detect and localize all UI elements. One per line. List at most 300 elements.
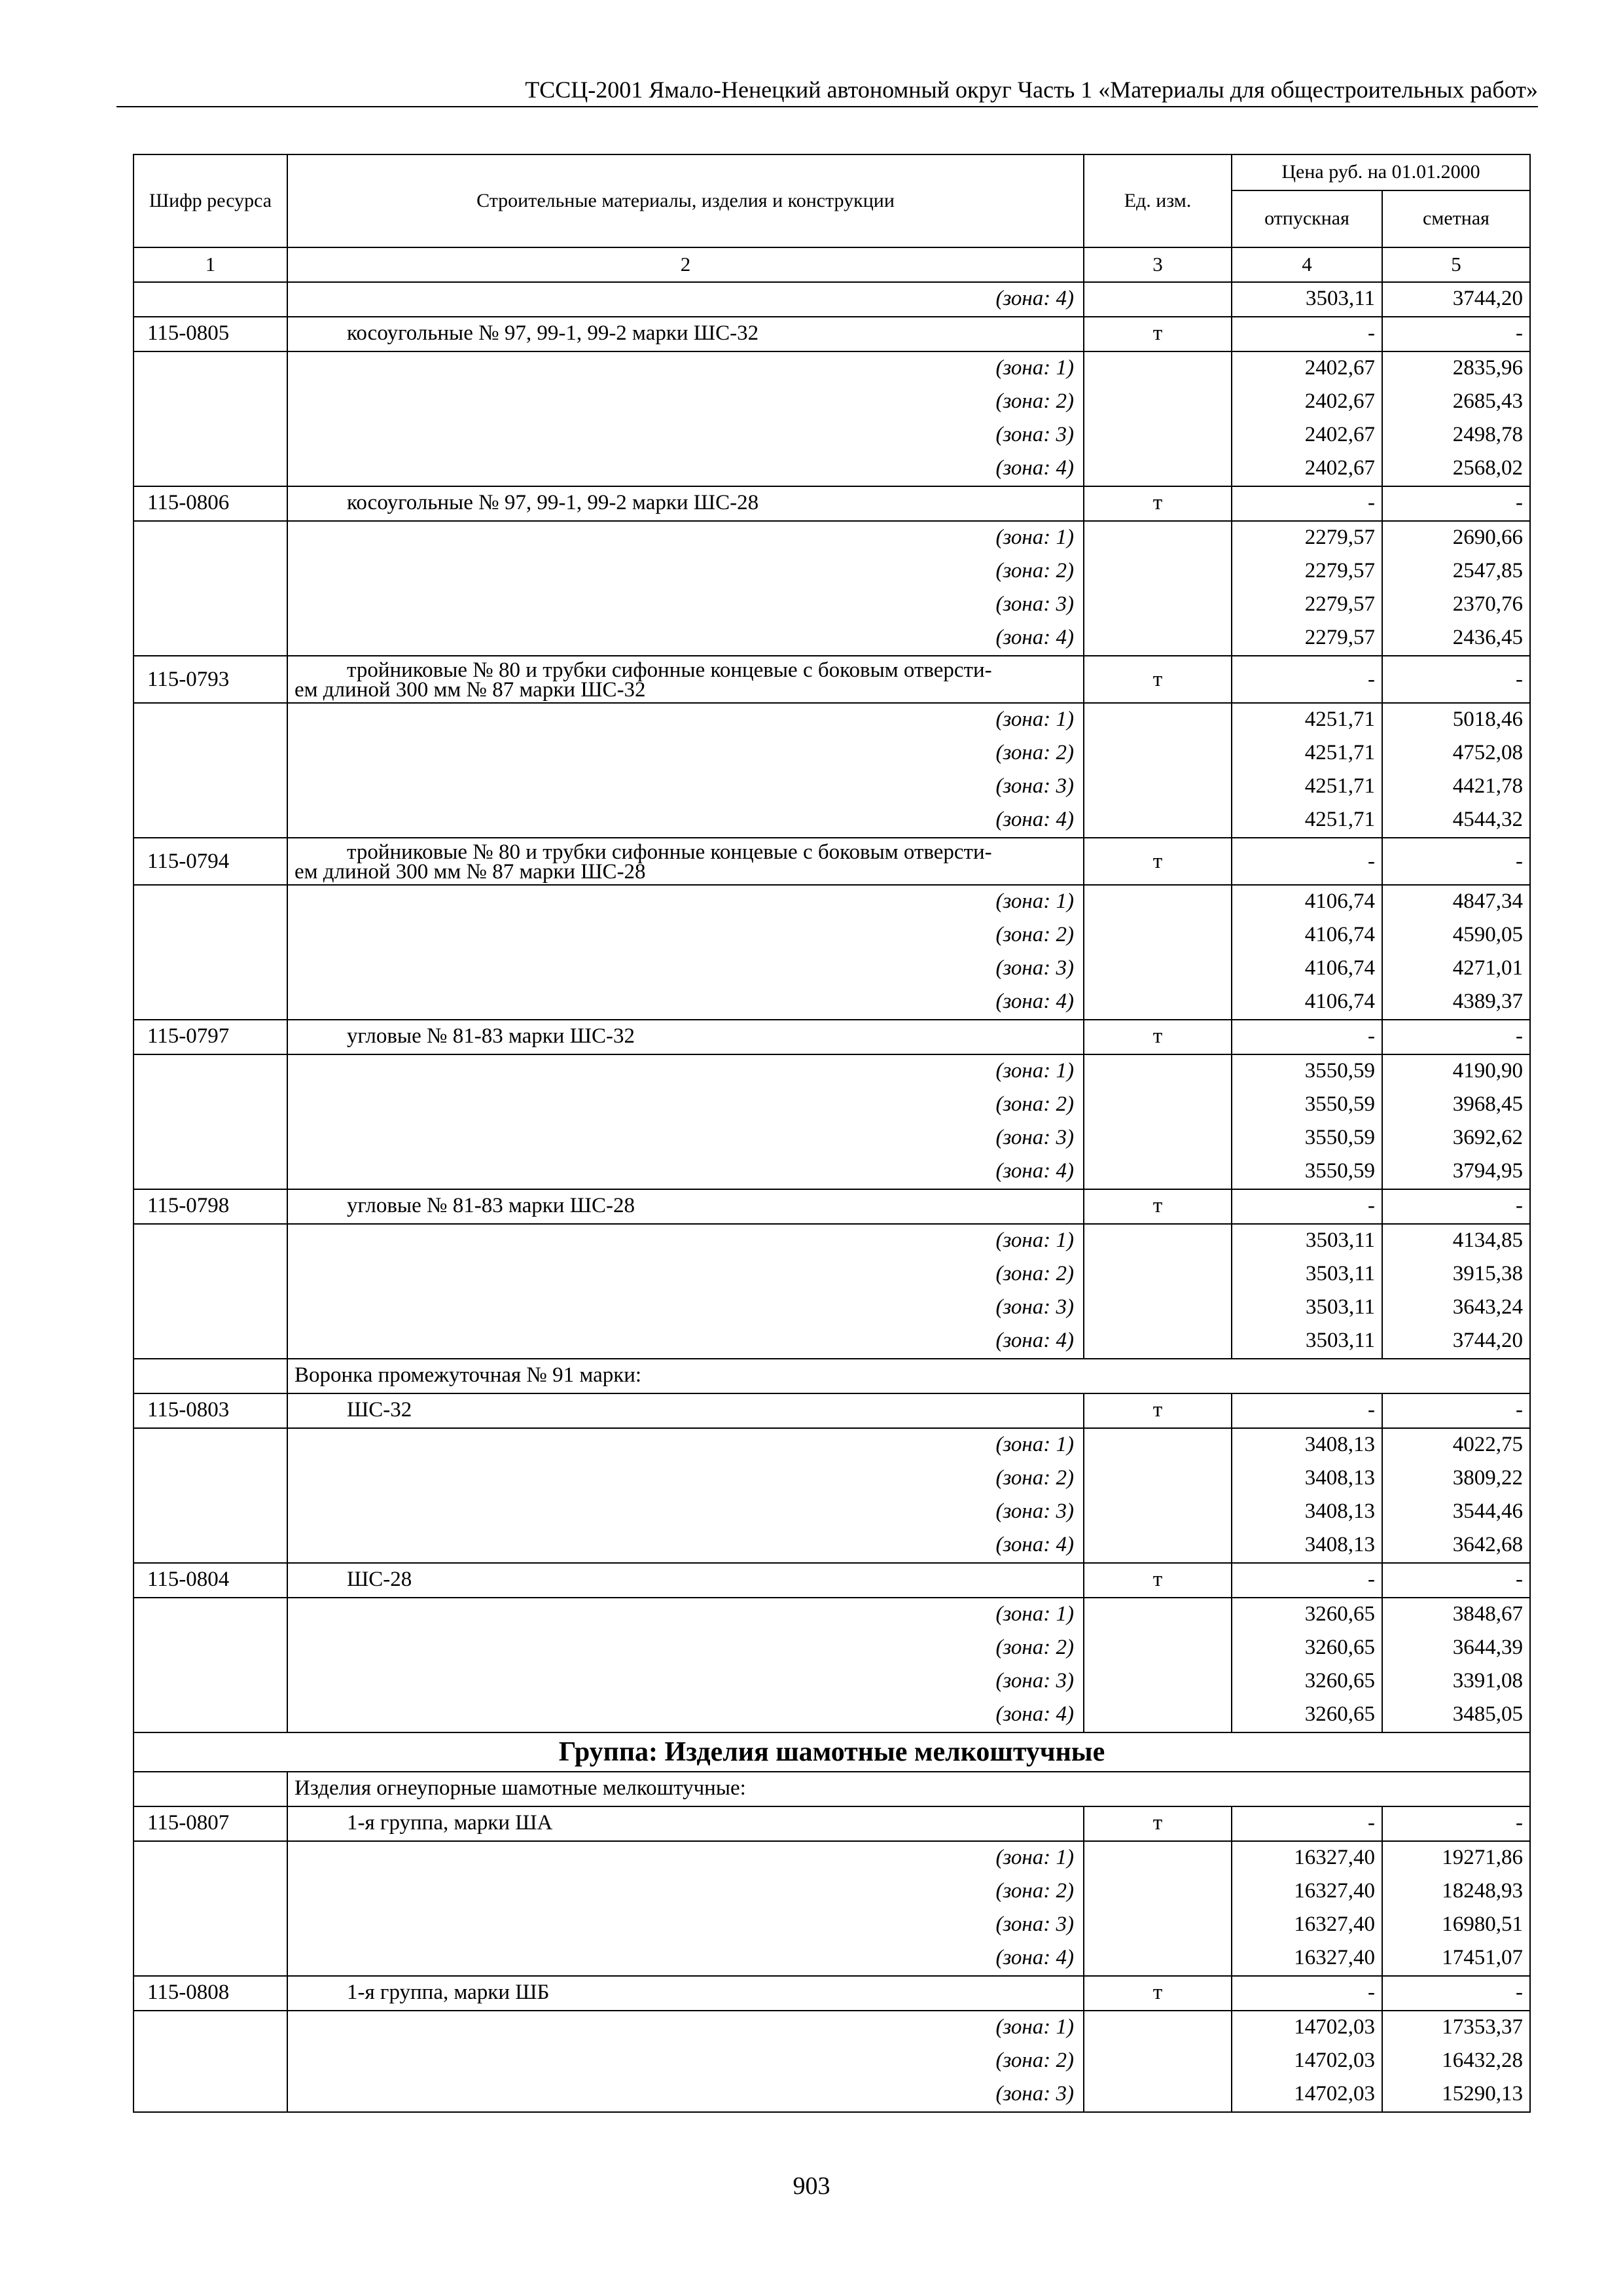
header-name: Строительные материалы, изделия и конструкции (287, 154, 1084, 247)
column-number: 3 (1084, 247, 1232, 282)
zone-price-row (134, 1224, 1530, 1258)
estimate-price: - (1382, 1393, 1530, 1428)
unit-cell (1084, 737, 1232, 770)
resource-code (134, 1496, 287, 1529)
zone-label: (зона: 2) (287, 1875, 1084, 1909)
release-price: 4251,71 (1232, 804, 1382, 838)
estimate-price: 3643,24 (1382, 1291, 1530, 1325)
unit-cell (1084, 521, 1232, 555)
header-price-release: отпускная (1232, 190, 1382, 247)
column-number: 1 (134, 247, 287, 282)
zone-price-row (134, 386, 1530, 419)
zone-price-row (134, 1428, 1530, 1462)
zone-label: (зона: 2) (287, 2045, 1084, 2078)
release-price: 16327,40 (1232, 1909, 1382, 1942)
resource-row (134, 1020, 1530, 1054)
release-price: 3260,65 (1232, 1598, 1382, 1632)
subheading-text: Изделия огнеупорные шамотные мелкоштучные: (287, 1772, 1530, 1806)
release-price: 3260,65 (1232, 1698, 1382, 1732)
unit-cell (1084, 1665, 1232, 1698)
unit-cell: т (1084, 1563, 1232, 1598)
estimate-price: 17353,37 (1382, 2011, 1530, 2045)
subheading-row (134, 1772, 1530, 1806)
unit-cell (1084, 1258, 1232, 1291)
unit-cell (1084, 1875, 1232, 1909)
estimate-price: - (1382, 317, 1530, 351)
resource-code (134, 351, 287, 386)
zone-price-row (134, 1942, 1530, 1976)
resource-code: 115-0806 (134, 486, 287, 521)
zone-label: (зона: 3) (287, 770, 1084, 804)
zone-price-row (134, 1909, 1530, 1942)
resource-code: 115-0797 (134, 1020, 287, 1054)
unit-cell (1084, 1909, 1232, 1942)
estimate-price: 4271,01 (1382, 952, 1530, 986)
resource-code (134, 770, 287, 804)
estimate-price: 4421,78 (1382, 770, 1530, 804)
resource-row (134, 1806, 1530, 1841)
release-price: 14702,03 (1232, 2078, 1382, 2112)
estimate-price: 3915,38 (1382, 1258, 1530, 1291)
column-number: 4 (1232, 247, 1382, 282)
resource-name: 1-я группа, марки ШБ (287, 1976, 1084, 2011)
zone-label: (зона: 3) (287, 1665, 1084, 1698)
estimate-price: 15290,13 (1382, 2078, 1530, 2112)
resource-row (134, 1563, 1530, 1598)
estimate-price: 3644,39 (1382, 1632, 1530, 1665)
resource-name: косоугольные № 97, 99-1, 99-2 марки ШС-32 (287, 317, 1084, 351)
unit-cell: т (1084, 317, 1232, 351)
resource-code: 115-0808 (134, 1976, 287, 2011)
unit-cell (1084, 885, 1232, 919)
release-price: 3503,11 (1232, 1258, 1382, 1291)
release-price: 2279,57 (1232, 588, 1382, 622)
zone-price-row (134, 2011, 1530, 2045)
resource-code (134, 737, 287, 770)
release-price: 16327,40 (1232, 1875, 1382, 1909)
resource-code: 115-0807 (134, 1806, 287, 1841)
release-price: 3503,11 (1232, 1224, 1382, 1258)
release-price: 4106,74 (1232, 952, 1382, 986)
zone-label: (зона: 4) (287, 1698, 1084, 1732)
release-price: 3550,59 (1232, 1122, 1382, 1155)
release-price: 2402,67 (1232, 419, 1382, 452)
column-number: 5 (1382, 247, 1530, 282)
estimate-price: 2568,02 (1382, 452, 1530, 486)
zone-label: (зона: 1) (287, 2011, 1084, 2045)
release-price: - (1232, 1976, 1382, 2011)
unit-cell (1084, 804, 1232, 838)
unit-cell (1084, 1462, 1232, 1496)
release-price: 3408,13 (1232, 1428, 1382, 1462)
resource-code (134, 952, 287, 986)
resource-row (134, 1393, 1530, 1428)
zone-label: (зона: 1) (287, 1428, 1084, 1462)
zone-label: (зона: 4) (287, 1325, 1084, 1359)
resource-code (134, 2045, 287, 2078)
resource-code (134, 1155, 287, 1189)
unit-cell (1084, 1632, 1232, 1665)
unit-cell (1084, 351, 1232, 386)
zone-label: (зона: 2) (287, 555, 1084, 588)
resource-code (134, 1875, 287, 1909)
zone-label: (зона: 4) (287, 282, 1084, 317)
unit-cell (1084, 1224, 1232, 1258)
resource-code (134, 1598, 287, 1632)
resource-code: 115-0803 (134, 1393, 287, 1428)
estimate-price: 3848,67 (1382, 1598, 1530, 1632)
resource-code (134, 1462, 287, 1496)
unit-cell (1084, 1841, 1232, 1875)
zone-price-row (134, 1875, 1530, 1909)
estimate-price: 4134,85 (1382, 1224, 1530, 1258)
table-header (134, 154, 1530, 282)
release-price: 3503,11 (1232, 282, 1382, 317)
resource-code (134, 885, 287, 919)
estimate-price: 19271,86 (1382, 1841, 1530, 1875)
zone-price-row (134, 1698, 1530, 1732)
release-price: 2279,57 (1232, 622, 1382, 656)
release-price: - (1232, 317, 1382, 351)
zone-price-row (134, 1496, 1530, 1529)
resource-name: угловые № 81-83 марки ШС-32 (287, 1020, 1084, 1054)
unit-cell: т (1084, 1976, 1232, 2011)
zone-label: (зона: 2) (287, 919, 1084, 952)
release-price: 3408,13 (1232, 1462, 1382, 1496)
subheading-row (134, 1359, 1530, 1393)
resource-name-line: ем длиной 300 мм № 87 марки ШС-32 (294, 678, 646, 702)
resource-code (134, 555, 287, 588)
zone-label: (зона: 1) (287, 1224, 1084, 1258)
resource-name: 1-я группа, марки ША (287, 1806, 1084, 1841)
unit-cell (1084, 1291, 1232, 1325)
zone-label: (зона: 4) (287, 1529, 1084, 1563)
unit-cell: т (1084, 1020, 1232, 1054)
unit-cell: т (1084, 486, 1232, 521)
unit-cell (1084, 1088, 1232, 1122)
release-price: 2402,67 (1232, 351, 1382, 386)
release-price: 14702,03 (1232, 2011, 1382, 2045)
estimate-price: - (1382, 1563, 1530, 1598)
zone-price-row (134, 986, 1530, 1020)
release-price: 4251,71 (1232, 770, 1382, 804)
release-price: 3503,11 (1232, 1291, 1382, 1325)
zone-label: (зона: 4) (287, 452, 1084, 486)
zone-label: (зона: 2) (287, 737, 1084, 770)
unit-cell (1084, 1428, 1232, 1462)
estimate-price: 2690,66 (1382, 521, 1530, 555)
estimate-price: 3794,95 (1382, 1155, 1530, 1189)
estimate-price: - (1382, 1806, 1530, 1841)
zone-price-row (134, 351, 1530, 386)
zone-price-row (134, 1122, 1530, 1155)
release-price: 2402,67 (1232, 452, 1382, 486)
zone-price-row (134, 1529, 1530, 1563)
estimate-price: 3744,20 (1382, 1325, 1530, 1359)
unit-cell (1084, 622, 1232, 656)
resource-code (134, 282, 287, 317)
resource-code (134, 622, 287, 656)
estimate-price: 2436,45 (1382, 622, 1530, 656)
release-price: - (1232, 1020, 1382, 1054)
resource-name: ШС-28 (287, 1563, 1084, 1598)
zone-price-row (134, 1325, 1530, 1359)
column-number: 2 (287, 247, 1084, 282)
zone-price-row (134, 555, 1530, 588)
estimate-price: - (1382, 486, 1530, 521)
resource-code (134, 1122, 287, 1155)
resource-row (134, 486, 1530, 521)
resource-name-line: тройниковые № 80 и трубки сифонные концевые с боковым отверсти- (347, 658, 992, 682)
zone-price-row (134, 952, 1530, 986)
unit-cell (1084, 952, 1232, 986)
table-body (134, 282, 1530, 2112)
resource-code (134, 1291, 287, 1325)
estimate-price: 2547,85 (1382, 555, 1530, 588)
release-price: - (1232, 1806, 1382, 1841)
estimate-price: 3544,46 (1382, 1496, 1530, 1529)
unit-cell (1084, 588, 1232, 622)
resource-code (134, 1909, 287, 1942)
resource-code (134, 986, 287, 1020)
release-price: 4106,74 (1232, 986, 1382, 1020)
zone-label: (зона: 3) (287, 1122, 1084, 1155)
unit-cell (1084, 986, 1232, 1020)
resource-code: 115-0798 (134, 1189, 287, 1224)
resource-code: 115-0793 (134, 656, 287, 703)
unit-cell (1084, 1054, 1232, 1088)
zone-label: (зона: 1) (287, 1841, 1084, 1875)
subheading-code (134, 1772, 287, 1806)
zone-price-row (134, 1598, 1530, 1632)
unit-cell (1084, 452, 1232, 486)
estimate-price: 2370,76 (1382, 588, 1530, 622)
zone-label: (зона: 2) (287, 1632, 1084, 1665)
zone-price-row (134, 1665, 1530, 1698)
estimate-price: 4752,08 (1382, 737, 1530, 770)
resource-row (134, 1189, 1530, 1224)
zone-price-row (134, 1155, 1530, 1189)
unit-cell (1084, 1529, 1232, 1563)
estimate-price: 4389,37 (1382, 986, 1530, 1020)
zone-label: (зона: 1) (287, 351, 1084, 386)
zone-label: (зона: 3) (287, 2078, 1084, 2112)
zone-label: (зона: 1) (287, 703, 1084, 737)
resource-code (134, 1054, 287, 1088)
zone-price-row (134, 452, 1530, 486)
unit-cell: т (1084, 1189, 1232, 1224)
zone-label: (зона: 3) (287, 952, 1084, 986)
release-price: 14702,03 (1232, 2045, 1382, 2078)
estimate-price: 3744,20 (1382, 282, 1530, 317)
resource-code (134, 452, 287, 486)
estimate-price: 2835,96 (1382, 351, 1530, 386)
resource-code (134, 1428, 287, 1462)
unit-cell (1084, 919, 1232, 952)
estimate-price: 3809,22 (1382, 1462, 1530, 1496)
resource-name (287, 656, 1084, 703)
subheading-code (134, 1359, 287, 1393)
resource-code: 115-0804 (134, 1563, 287, 1598)
unit-cell (1084, 555, 1232, 588)
zone-label: (зона: 2) (287, 386, 1084, 419)
resource-code (134, 386, 287, 419)
resource-code (134, 1632, 287, 1665)
estimate-price: 4847,34 (1382, 885, 1530, 919)
estimate-price: - (1382, 838, 1530, 885)
unit-cell (1084, 703, 1232, 737)
header-code: Шифр ресурса (134, 154, 287, 247)
unit-cell (1084, 1598, 1232, 1632)
zone-price-row (134, 1258, 1530, 1291)
unit-cell (1084, 1942, 1232, 1976)
release-price: 2279,57 (1232, 521, 1382, 555)
resource-name-line: ем длиной 300 мм № 87 марки ШС-28 (294, 860, 646, 884)
zone-price-row (134, 282, 1530, 317)
resource-code (134, 1258, 287, 1291)
release-price: 3550,59 (1232, 1088, 1382, 1122)
unit-cell: т (1084, 1393, 1232, 1428)
resource-code: 115-0805 (134, 317, 287, 351)
page-number: 903 (793, 2172, 830, 2200)
estimate-price: - (1382, 1976, 1530, 2011)
zone-label: (зона: 4) (287, 986, 1084, 1020)
zone-label: (зона: 3) (287, 1291, 1084, 1325)
unit-cell (1084, 282, 1232, 317)
zone-label: (зона: 3) (287, 419, 1084, 452)
unit-cell: т (1084, 656, 1232, 703)
release-price: 3408,13 (1232, 1496, 1382, 1529)
estimate-price: 3485,05 (1382, 1698, 1530, 1732)
group-header-row (134, 1732, 1530, 1772)
header-unit: Ед. изм. (1084, 154, 1232, 247)
zone-label: (зона: 1) (287, 521, 1084, 555)
resource-row (134, 1976, 1530, 2011)
estimate-price: 4544,32 (1382, 804, 1530, 838)
page-header: ТССЦ-2001 Ямало-Ненецкий автономный округ Часть 1 «Материалы для общестроительных работ» (116, 73, 1538, 107)
unit-cell (1084, 386, 1232, 419)
release-price: 3550,59 (1232, 1054, 1382, 1088)
zone-price-row (134, 1291, 1530, 1325)
zone-label: (зона: 4) (287, 1942, 1084, 1976)
zone-price-row (134, 419, 1530, 452)
zone-price-row (134, 622, 1530, 656)
resource-code (134, 419, 287, 452)
zone-price-row (134, 1632, 1530, 1665)
zone-price-row (134, 2045, 1530, 2078)
estimate-price: 3642,68 (1382, 1529, 1530, 1563)
zone-price-row (134, 1054, 1530, 1088)
resource-code (134, 1088, 287, 1122)
unit-cell (1084, 2045, 1232, 2078)
subheading-text: Воронка промежуточная № 91 марки: (287, 1359, 1530, 1393)
zone-price-row (134, 521, 1530, 555)
unit-cell (1084, 1122, 1232, 1155)
unit-cell: т (1084, 838, 1232, 885)
unit-cell (1084, 2078, 1232, 2112)
zone-price-row (134, 804, 1530, 838)
zone-price-row (134, 2078, 1530, 2112)
estimate-price: 2685,43 (1382, 386, 1530, 419)
release-price: 3260,65 (1232, 1665, 1382, 1698)
release-price: - (1232, 838, 1382, 885)
release-price: - (1232, 1189, 1382, 1224)
resource-code (134, 1942, 287, 1976)
resource-code (134, 1224, 287, 1258)
release-price: 3550,59 (1232, 1155, 1382, 1189)
zone-price-row (134, 885, 1530, 919)
resource-name-line: тройниковые № 80 и трубки сифонные концевые с боковым отверсти- (347, 840, 992, 864)
zone-price-row (134, 703, 1530, 737)
zone-price-row (134, 588, 1530, 622)
zone-label: (зона: 2) (287, 1462, 1084, 1496)
release-price: 4106,74 (1232, 885, 1382, 919)
zone-price-row (134, 770, 1530, 804)
header-price-group: Цена руб. на 01.01.2000 (1232, 154, 1530, 190)
zone-label: (зона: 1) (287, 1598, 1084, 1632)
release-price: - (1232, 1393, 1382, 1428)
zone-label: (зона: 3) (287, 1909, 1084, 1942)
zone-label: (зона: 3) (287, 1496, 1084, 1529)
resource-code (134, 919, 287, 952)
header-price-estimate: сметная (1382, 190, 1530, 247)
resource-code (134, 1325, 287, 1359)
resource-code (134, 703, 287, 737)
release-price: 3260,65 (1232, 1632, 1382, 1665)
resource-name: угловые № 81-83 марки ШС-28 (287, 1189, 1084, 1224)
estimate-price: - (1382, 1020, 1530, 1054)
estimate-price: - (1382, 1189, 1530, 1224)
release-price: 16327,40 (1232, 1942, 1382, 1976)
release-price: 2402,67 (1232, 386, 1382, 419)
zone-price-row (134, 1841, 1530, 1875)
resource-row (134, 656, 1530, 703)
group-title: Группа: Изделия шамотные мелкоштучные (134, 1732, 1530, 1772)
unit-cell (1084, 1325, 1232, 1359)
estimate-price: 4190,90 (1382, 1054, 1530, 1088)
unit-cell (1084, 1155, 1232, 1189)
estimate-price: 3692,62 (1382, 1122, 1530, 1155)
estimate-price: 18248,93 (1382, 1875, 1530, 1909)
unit-cell (1084, 770, 1232, 804)
resource-row (134, 838, 1530, 885)
resource-row (134, 317, 1530, 351)
release-price: 4251,71 (1232, 737, 1382, 770)
resource-code (134, 1698, 287, 1732)
zone-label: (зона: 1) (287, 885, 1084, 919)
release-price: - (1232, 656, 1382, 703)
resource-code (134, 1841, 287, 1875)
release-price: 4106,74 (1232, 919, 1382, 952)
resource-name: косоугольные № 97, 99-1, 99-2 марки ШС-28 (287, 486, 1084, 521)
zone-price-row (134, 737, 1530, 770)
release-price: 3503,11 (1232, 1325, 1382, 1359)
zone-label: (зона: 4) (287, 804, 1084, 838)
release-price: - (1232, 486, 1382, 521)
unit-cell (1084, 1496, 1232, 1529)
estimate-price: 4022,75 (1382, 1428, 1530, 1462)
estimate-price: 2498,78 (1382, 419, 1530, 452)
zone-price-row (134, 1462, 1530, 1496)
estimate-price: 3391,08 (1382, 1665, 1530, 1698)
resource-code (134, 804, 287, 838)
resource-code (134, 2078, 287, 2112)
unit-cell (1084, 1698, 1232, 1732)
estimate-price: - (1382, 656, 1530, 703)
resource-code (134, 588, 287, 622)
release-price: 3408,13 (1232, 1529, 1382, 1563)
release-price: 2279,57 (1232, 555, 1382, 588)
